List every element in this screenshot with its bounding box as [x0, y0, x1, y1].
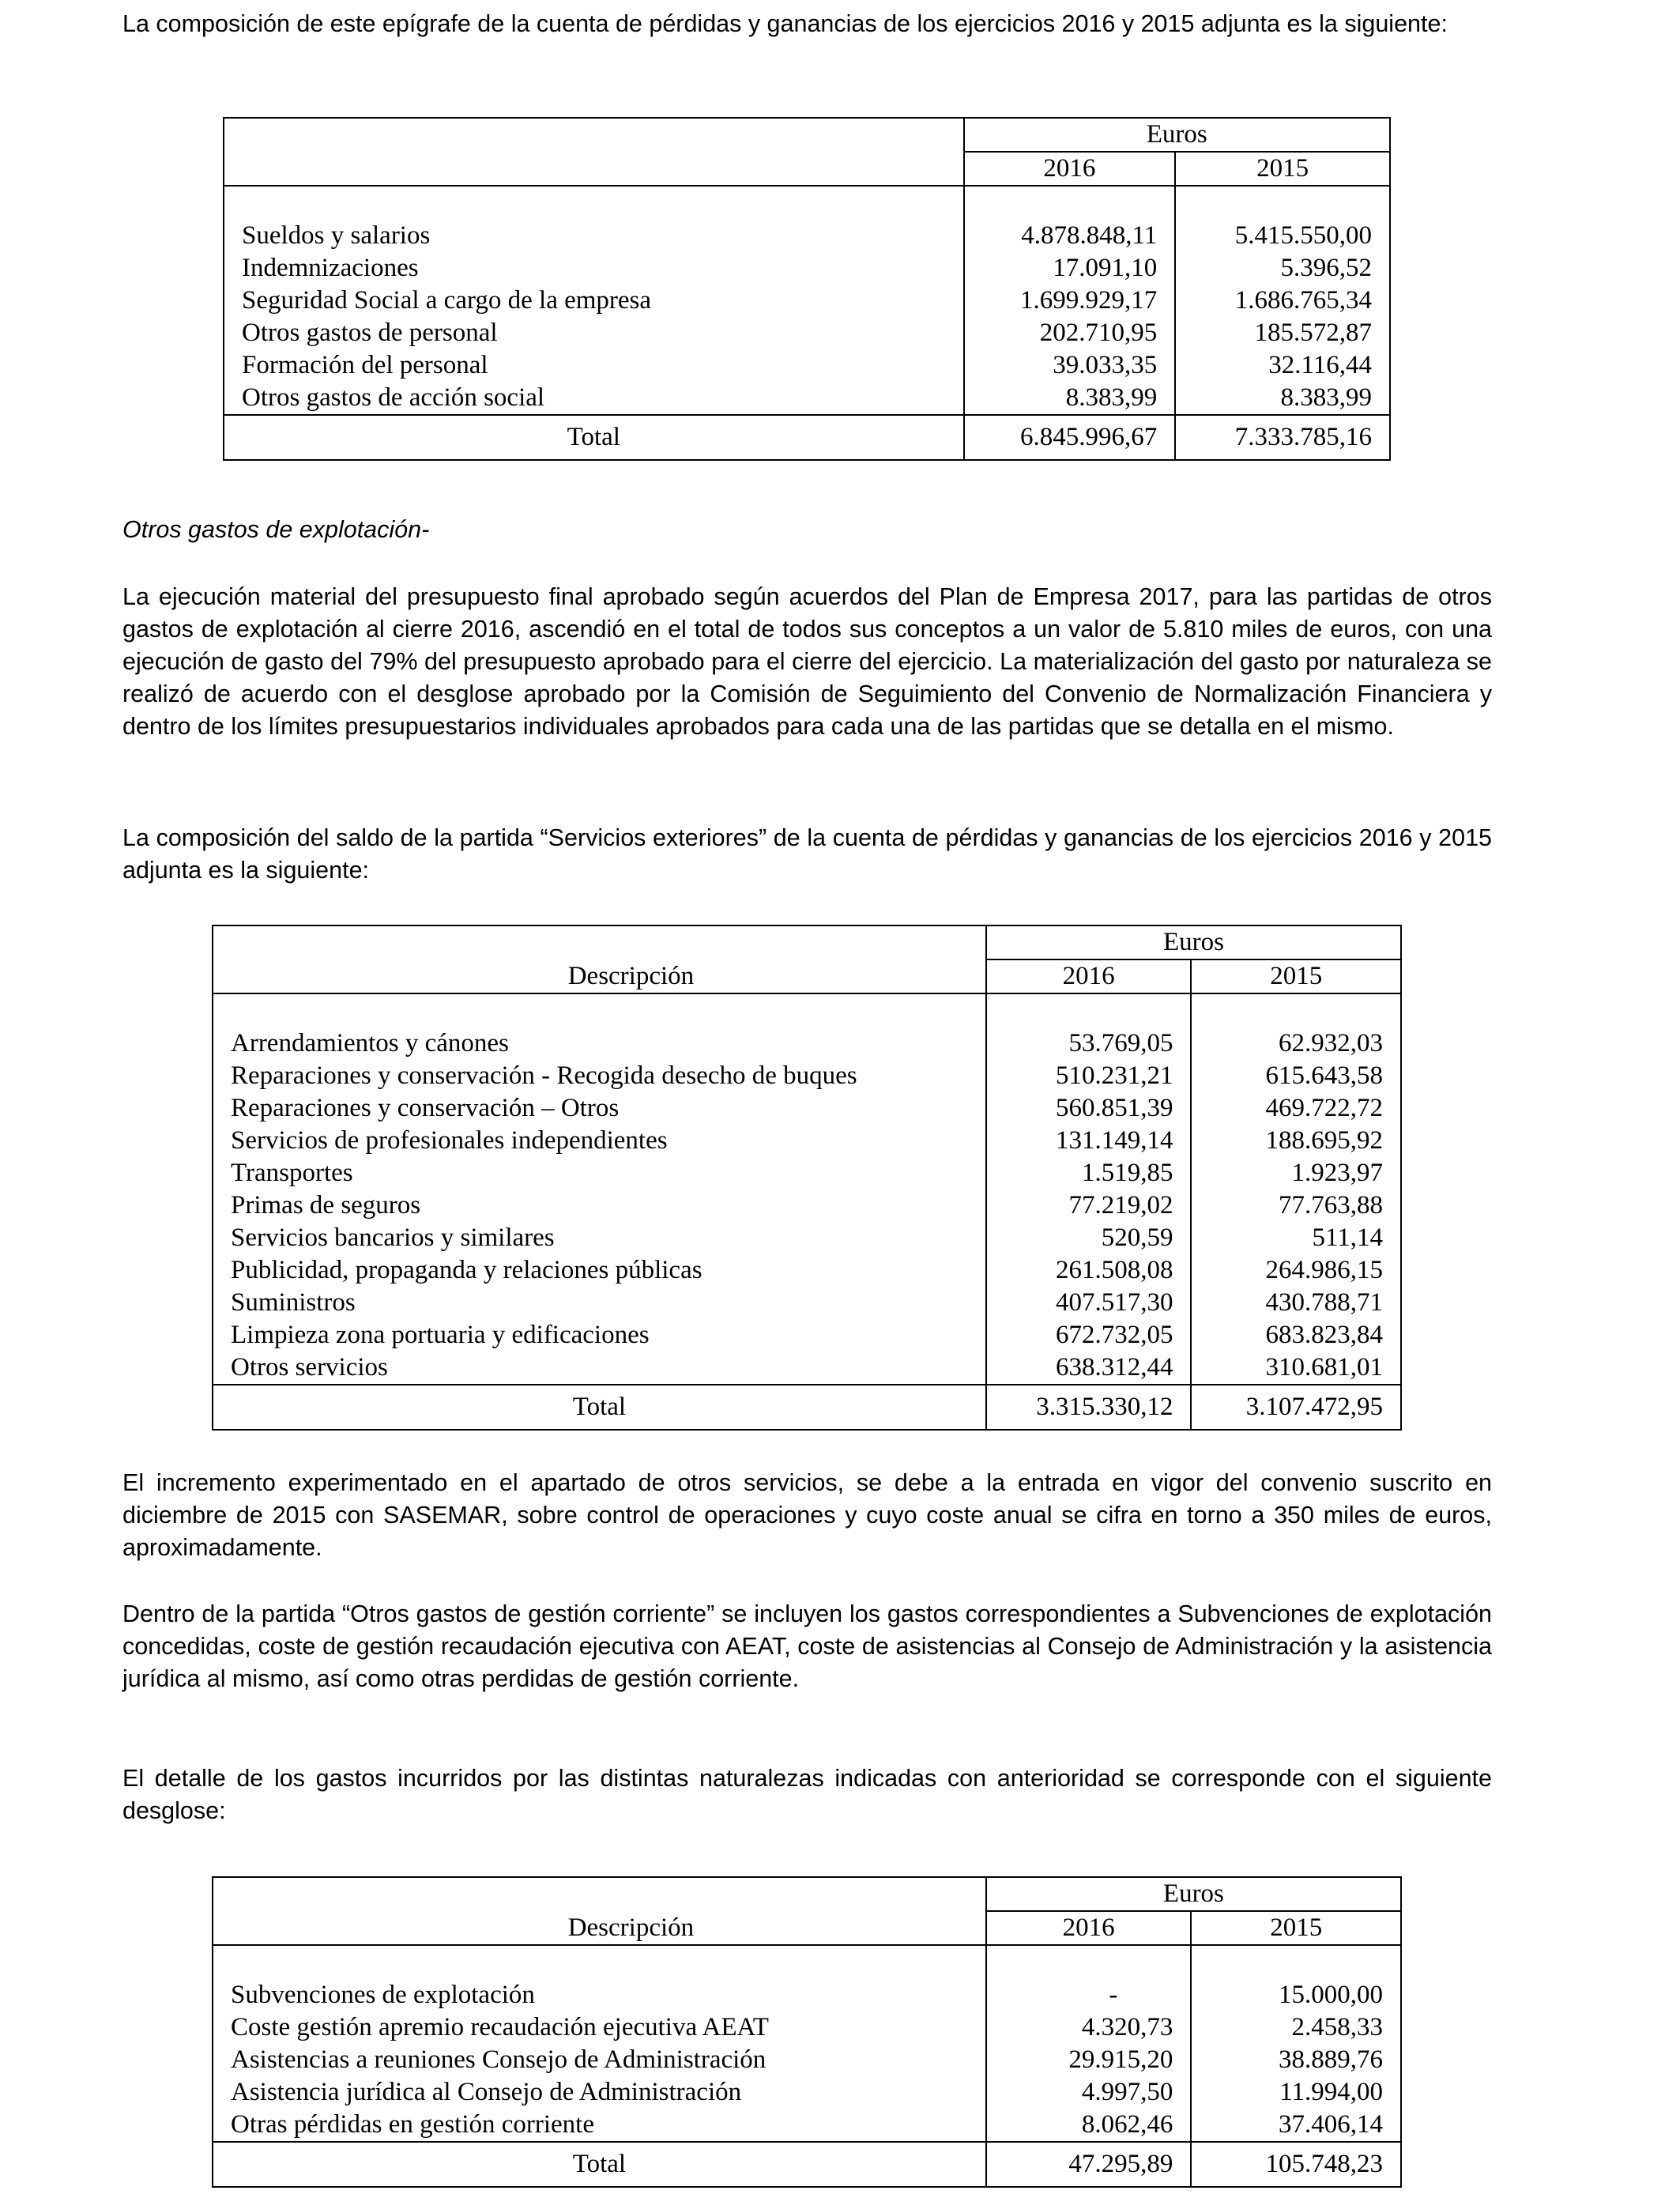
- value-2016: 510.231,21: [986, 1060, 1192, 1092]
- spacer-row: [224, 186, 1390, 220]
- row-label: Otros gastos de personal: [224, 317, 964, 349]
- value-2015: 5.415.550,00: [1175, 220, 1390, 252]
- row-label: Otros gastos de acción social: [224, 382, 964, 415]
- total-label: Total: [224, 415, 964, 460]
- table-header-row: [213, 1877, 1401, 1911]
- value-2015: 2.458,33: [1191, 2011, 1401, 2044]
- value-2015: 1.923,97: [1191, 1157, 1401, 1189]
- value-2015: 683.823,84: [1191, 1319, 1401, 1351]
- year-header-2015: 2015: [1175, 152, 1390, 186]
- value-2015: 1.686.765,34: [1175, 285, 1390, 317]
- table-row: [224, 317, 1390, 349]
- value-2016: 407.517,30: [986, 1287, 1192, 1319]
- table-row: [213, 2044, 1401, 2076]
- table-row: [224, 252, 1390, 285]
- table-row: [213, 1060, 1401, 1092]
- row-label: Arrendamientos y cánones: [213, 1027, 986, 1060]
- table-row: [224, 220, 1390, 252]
- spacer-row: [213, 1945, 1401, 1979]
- table-row: [213, 1287, 1401, 1319]
- external-services-intro: La composición del saldo de la partida “Servicios exteriores” de la cuenta de pérdidas y ganancias de los ejercicios 2016 y 2015 adjunta es la siguiente:: [122, 824, 1492, 884]
- row-label: Transportes: [213, 1157, 986, 1189]
- value-2016: 4.878.848,11: [964, 220, 1176, 252]
- total-2016: 3.315.330,12: [986, 1385, 1192, 1430]
- currency-header: Euros: [986, 1877, 1401, 1911]
- table-row: [213, 1027, 1401, 1060]
- table-row: [213, 2011, 1401, 2044]
- total-row: [213, 1385, 1401, 1430]
- row-label: Seguridad Social a cargo de la empresa: [224, 285, 964, 317]
- table-row: [213, 2076, 1401, 2109]
- current-management-table: [212, 1876, 1402, 2188]
- value-2015: 62.932,03: [1191, 1027, 1401, 1060]
- value-2015: 615.643,58: [1191, 1060, 1401, 1092]
- year-header-2015: 2015: [1191, 959, 1401, 993]
- row-label: Formación del personal: [224, 349, 964, 382]
- value-2015: 38.889,76: [1191, 2044, 1401, 2076]
- value-2015: 511,14: [1191, 1222, 1401, 1254]
- value-2015: 469.722,72: [1191, 1092, 1401, 1125]
- external-services-table: [212, 925, 1402, 1431]
- breakdown-intro-paragraph: El detalle de los gastos incurridos por las distintas naturalezas indicadas con anterioridad se corresponde con el siguiente desglose:: [122, 1765, 1492, 1824]
- value-2015: 188.695,92: [1191, 1125, 1401, 1157]
- row-label: Indemnizaciones: [224, 252, 964, 285]
- table-header-row: [213, 959, 1401, 993]
- total-label: Total: [213, 1385, 986, 1430]
- currency-header: Euros: [964, 118, 1390, 152]
- table-row: [213, 1125, 1401, 1157]
- table-row: [213, 2109, 1401, 2142]
- value-2015: 264.986,15: [1191, 1254, 1401, 1287]
- value-2015: 5.396,52: [1175, 252, 1390, 285]
- current-management-paragraph: Dentro de la partida “Otros gastos de gestión corriente” se incluyen los gastos correspondientes a Subvenciones de explotación concedidas, coste de gestión recaudación ejecutiva con AEAT, coste de asistencias al Consejo de Administración y la asistencia jurídica al mismo, así como otras perdidas de gestión corriente.: [122, 1600, 1492, 1692]
- total-2015: 7.333.785,16: [1175, 415, 1390, 460]
- description-header: Descripción: [213, 1911, 986, 1945]
- value-2016: -: [986, 1979, 1192, 2011]
- value-2016: 39.033,35: [964, 349, 1176, 382]
- table-header-row: [224, 118, 1390, 152]
- row-label: Otras pérdidas en gestión corriente: [213, 2109, 986, 2142]
- value-2016: 17.091,10: [964, 252, 1176, 285]
- personnel-expenses-table: [223, 117, 1391, 461]
- total-2015: 3.107.472,95: [1191, 1385, 1401, 1430]
- total-label: Total: [213, 2142, 986, 2187]
- value-2016: 4.320,73: [986, 2011, 1192, 2044]
- row-label: Reparaciones y conservación – Otros: [213, 1092, 986, 1125]
- value-2016: 261.508,08: [986, 1254, 1192, 1287]
- row-label: Subvenciones de explotación: [213, 1979, 986, 2011]
- value-2016: 520,59: [986, 1222, 1192, 1254]
- row-label: Asistencia jurídica al Consejo de Administración: [213, 2076, 986, 2109]
- value-2016: 131.149,14: [986, 1125, 1192, 1157]
- value-2016: 672.732,05: [986, 1319, 1192, 1351]
- table-header-row: [213, 1911, 1401, 1945]
- section-heading: Otros gastos de explotación-: [122, 516, 430, 543]
- row-label: Primas de seguros: [213, 1189, 986, 1222]
- value-2015: 430.788,71: [1191, 1287, 1401, 1319]
- row-label: Coste gestión apremio recaudación ejecutiva AEAT: [213, 2011, 986, 2044]
- header-blank-cell: [224, 118, 964, 186]
- row-label: Suministros: [213, 1287, 986, 1319]
- table-row: [213, 1157, 1401, 1189]
- table-header-row: [213, 925, 1401, 959]
- total-2015: 105.748,23: [1191, 2142, 1401, 2187]
- table-row: [224, 285, 1390, 317]
- total-2016: 47.295,89: [986, 2142, 1192, 2187]
- year-header-2016: 2016: [986, 1911, 1192, 1945]
- value-2016: 560.851,39: [986, 1092, 1192, 1125]
- value-2016: 1.519,85: [986, 1157, 1192, 1189]
- budget-execution-paragraph: La ejecución material del presupuesto final aprobado según acuerdos del Plan de Empresa 2017, para las partidas de otros gastos de explotación al cierre 2016, ascendió en el total de todos sus conceptos a un valor de 5.810 miles de euros, con una ejecución de gasto del 79% del presupuesto aprobado para el cierre del ejercicio. La materialización del gasto por naturaleza se realizó de acuerdo con el desglose aprobado por la Comisión de Seguimiento del Convenio de Normalización Financiera y dentro de los límites presupuestarios individuales aprobados para cada una de las partidas que se detalla en el mismo.: [122, 583, 1492, 740]
- table-row: [213, 1979, 1401, 2011]
- value-2016: 202.710,95: [964, 317, 1176, 349]
- value-2016: 1.699.929,17: [964, 285, 1176, 317]
- table-row: [213, 1254, 1401, 1287]
- row-label: Sueldos y salarios: [224, 220, 964, 252]
- spacer-row: [213, 993, 1401, 1027]
- value-2016: 8.062,46: [986, 2109, 1192, 2142]
- year-header-2016: 2016: [986, 959, 1192, 993]
- value-2016: 8.383,99: [964, 382, 1176, 415]
- value-2015: 11.994,00: [1191, 2076, 1401, 2109]
- year-header-2015: 2015: [1191, 1911, 1401, 1945]
- value-2016: 53.769,05: [986, 1027, 1192, 1060]
- intro-paragraph: La composición de este epígrafe de la cuenta de pérdidas y ganancias de los ejercicios 2016 y 2015 adjunta es la siguiente:: [122, 10, 1448, 37]
- table-row: [213, 1319, 1401, 1351]
- table-row: [213, 1351, 1401, 1385]
- value-2015: 15.000,00: [1191, 1979, 1401, 2011]
- total-2016: 6.845.996,67: [964, 415, 1176, 460]
- value-2015: 8.383,99: [1175, 382, 1390, 415]
- other-services-paragraph: El incremento experimentado en el apartado de otros servicios, se debe a la entrada en vigor del convenio suscrito en diciembre de 2015 con SASEMAR, sobre control de operaciones y cuyo coste anual se cifra en torno a 350 miles de euros, aproximadamente.: [122, 1469, 1492, 1561]
- value-2016: 4.997,50: [986, 2076, 1192, 2109]
- row-label: Servicios de profesionales independientes: [213, 1125, 986, 1157]
- year-header-2016: 2016: [964, 152, 1176, 186]
- value-2016: 29.915,20: [986, 2044, 1192, 2076]
- value-2016: 77.219,02: [986, 1189, 1192, 1222]
- row-label: Limpieza zona portuaria y edificaciones: [213, 1319, 986, 1351]
- table-row: [224, 349, 1390, 382]
- table-row: [213, 1092, 1401, 1125]
- description-header: Descripción: [213, 959, 986, 993]
- value-2016: 638.312,44: [986, 1351, 1192, 1385]
- row-label: Reparaciones y conservación - Recogida desecho de buques: [213, 1060, 986, 1092]
- table-row: [213, 1222, 1401, 1254]
- row-label: Asistencias a reuniones Consejo de Administración: [213, 2044, 986, 2076]
- table-row: [213, 1189, 1401, 1222]
- value-2015: 37.406,14: [1191, 2109, 1401, 2142]
- table-row: [224, 382, 1390, 415]
- currency-header: Euros: [986, 925, 1401, 959]
- row-label: Publicidad, propaganda y relaciones públicas: [213, 1254, 986, 1287]
- total-row: [224, 415, 1390, 460]
- total-row: [213, 2142, 1401, 2187]
- row-label: Otros servicios: [213, 1351, 986, 1385]
- value-2015: 185.572,87: [1175, 317, 1390, 349]
- value-2015: 310.681,01: [1191, 1351, 1401, 1385]
- value-2015: 77.763,88: [1191, 1189, 1401, 1222]
- value-2015: 32.116,44: [1175, 349, 1390, 382]
- row-label: Servicios bancarios y similares: [213, 1222, 986, 1254]
